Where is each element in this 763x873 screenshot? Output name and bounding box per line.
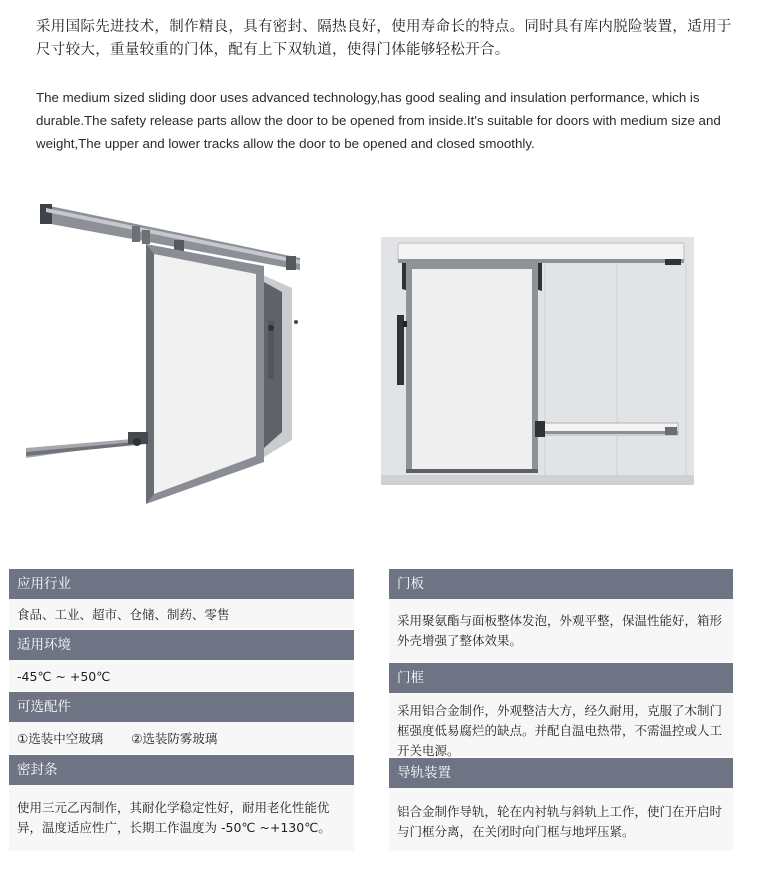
rail-header: 导轨装置	[389, 758, 733, 788]
environment-text: -45℃ ~ +50℃	[9, 660, 354, 691]
industry-text: 食品、工业、超市、仓储、制药、零售	[9, 599, 354, 629]
sliding-door-perspective-photo	[24, 200, 314, 508]
industry-header: 应用行业	[9, 569, 354, 599]
accessories-header: 可选配件	[9, 692, 354, 722]
accessories-list	[9, 722, 354, 754]
accessory-option: ①选装中空玻璃	[17, 731, 104, 746]
intro-chinese: 采用国际先进技术，制作精良，具有密封、隔热良好，使用寿命长的特点。同时具有库内脱险装置，适用于尺寸较大，重量较重的门体，配有上下双轨道，使得门体能够轻松开合。	[36, 19, 732, 58]
sliding-door-installed-photo	[381, 237, 694, 485]
environment-header: 适用环境	[9, 630, 354, 660]
seal-header: 密封条	[9, 755, 354, 785]
door-panel-text: 采用聚氨酯与面板整体发泡，外观平整，保温性能好，箱形外壳增强了整体效果。	[389, 599, 733, 662]
intro-english: The medium sized sliding door uses advanced technology,has good sealing and insulation performance, which is durable.The safety release parts allow the door to be opened from inside.It's suitable for doors with medium size and weight,The upper and lower tracks allow the door to be opened and closed smoothly.	[36, 90, 721, 151]
rail-text: 铝合金制作导轨，轮在内衬轨与斜轨上工作，使门在开启时与门框分离，在关闭时向门框与地坪压紧。	[389, 788, 733, 851]
door-frame-text: 采用铝合金制作，外观整洁大方，经久耐用，克服了木制门框强度低易腐烂的缺点。并配自温电热带，不需温控或人工开关电源。	[389, 693, 733, 757]
accessory-option: ②选装防雾玻璃	[131, 731, 218, 746]
door-panel-header: 门板	[389, 569, 733, 599]
seal-text: 使用三元乙丙制作，其耐化学稳定性好，耐用老化性能优异，温度适应性广，长期工作温度为 -50℃ ~+130℃。	[9, 785, 354, 851]
door-frame-header: 门框	[389, 663, 733, 693]
